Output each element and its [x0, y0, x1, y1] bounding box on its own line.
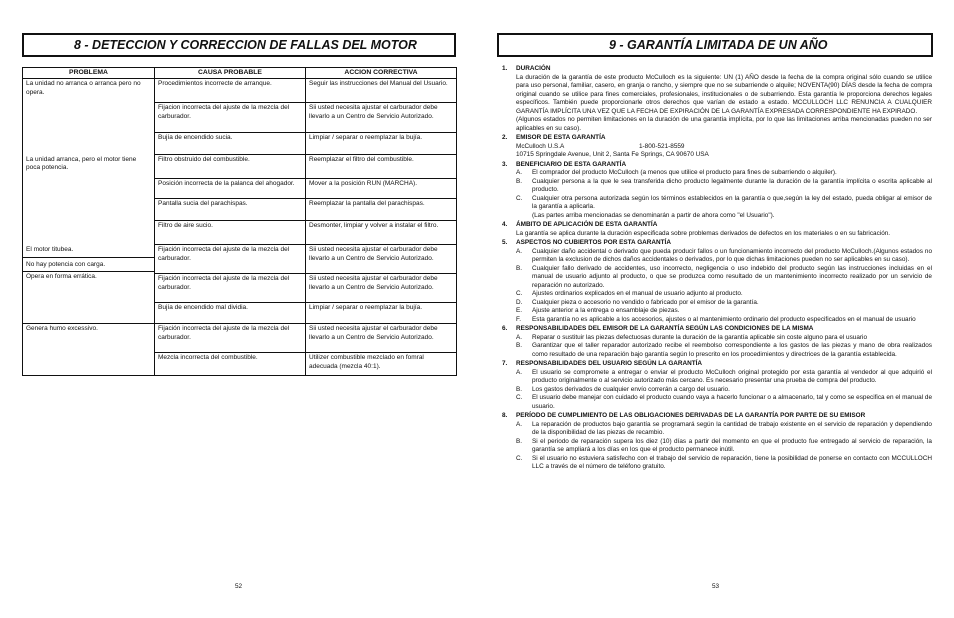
item-text: Garantizar que el taller reparador autorizado recibe el reembolso correspondiente a los gastos de las piezas y mano de obra realizados como resultado de una reparación bajo garantía según lo prescrito en los procedimientos y directrices de la garantía establecida. [532, 342, 932, 358]
action-cell: Reemplazar la pantalla del parachispas. [306, 199, 457, 221]
problem-cell: Genera humo excessivo. [23, 324, 155, 376]
item-text: La reparación de productos bajo garantía se programará según la cantidad de trabajo existente en el servicio de reparación y dependiendo de la disponibilidad de las piezas de recambio. [532, 420, 932, 436]
problem-cell: La unidad no arranca o arranca pero no opera. [26, 80, 141, 96]
list-item [502, 369, 932, 386]
item-letter: C. [516, 290, 523, 297]
section-number: 5. [502, 239, 508, 246]
item-letter: D. [516, 298, 523, 306]
item-text: Ajuste anterior a la entrega o ensamblaje de piezas. [532, 307, 680, 314]
section-number: 7. [502, 360, 508, 367]
warranty-section-beneficiary [502, 161, 932, 221]
list-item [502, 178, 932, 195]
item-letter: B. [516, 264, 523, 272]
item-text: Cualquier pieza o accesorio no vendido o fabricado por el emisor de la garantía. [532, 298, 759, 306]
cause-cell: Procedimientos incorrecte de arranque. [155, 79, 306, 103]
action-cell: Desmonter, limpiar y volver a instalar el filtro. [306, 221, 457, 245]
item-letter: B. [516, 437, 523, 445]
section-title: ASPECTOS NO CUBIERTOS POR ESTA GARANTÍA [516, 239, 671, 246]
item-letter: E. [516, 307, 523, 314]
cause-cell: Mezcla incorrecta del combustible. [155, 353, 306, 376]
warranty-section-issuer [502, 134, 932, 160]
item-letter: A. [516, 368, 523, 376]
section-number: 3. [502, 160, 508, 168]
item-text: Cualquier persona a la que le sea transferida dicho producto legalmente durante la duración de la garantía implícita o escrita aplicable al producto. [532, 177, 932, 193]
section-title: DURACIÓN [516, 65, 551, 72]
item-text: El usuario se compromete a entregar o enviar el producto McCulloch original protegido por esta garantía al vendedor al que adquirió el producto originalmente o al servicio autorizado más cercano. Es necesario presentar una prueba de compra del producto. [532, 368, 932, 384]
section-title: ÁMBITO DE APLICACIÓN DE ESTA GARANTÍA [516, 221, 658, 228]
problem-cell: La unidad arranca, pero el motor tiene poca potencia. [26, 155, 137, 172]
action-cell: Utilizer combustible mezclado en fomral adecuada (mezcla 40:1). [306, 353, 457, 376]
cause-cell: Filtro de aire sucio. [155, 221, 306, 245]
company-name: McCulloch U.S.A [516, 142, 565, 150]
warranty-section-scope [502, 221, 932, 238]
warranty-section-fulfillment-period [502, 412, 932, 472]
item-text: El usuario debe manejar con cuidado el producto cuando vaya a hacerlo funcionar o a almacenarlo, tal y como se especifica en el manual de usuario. [532, 394, 932, 410]
action-cell: Seguir las instrucciones del Manual del Usuario. [306, 79, 457, 103]
item-text: Los gastos derivados de cualquier envío correrán a cargo del usuario. [532, 385, 730, 393]
table-row [23, 324, 457, 353]
item-text: Esta garantía no es aplicable a los accesorios, ajustes o al mantenimiento ordinario del producto especificados en el manual de usuario [532, 315, 916, 323]
item-text: Si el periodo de reparación supera los diez (10) días a partir del momento en que el producto fue entregado al servicio de reparación, la garantía se ampliará a los días en los que el producto permanece inútil. [532, 437, 932, 453]
note: (Las partes arriba mencionadas se denominarán a partir de ahora como "el Usuario"). [532, 211, 775, 219]
section-title: RESPONSABILIDADES DEL EMISOR DE LA GARANTÍA SEGÚN LAS CONDICIONES DE LA MISMA [516, 325, 814, 332]
item-letter: A. [516, 247, 523, 255]
left-section-header: 8 - DETECCION Y CORRECCION DE FALLAS DEL MOTOR [22, 33, 456, 57]
action-cell: Mover a la posición RUN (MARCHA). [306, 179, 457, 199]
table-header-row [23, 68, 457, 79]
troubleshooting-table [22, 67, 457, 376]
item-letter: C. [516, 394, 523, 401]
header-cause: CAUSA PROBABLE [155, 68, 306, 79]
section-number: 6. [502, 325, 508, 332]
list-item [502, 455, 932, 472]
list-item [502, 394, 932, 411]
section-title: BENEFICIARIO DE ESTA GARANTÍA [516, 160, 627, 168]
action-cell: Limpiar / separar o reemplazar la bujía. [306, 303, 457, 324]
item-letter: B. [516, 177, 523, 185]
action-cell: Limpiar / separar o reemplazar la bujía. [306, 133, 457, 155]
item-text: Cualquier daño accidental o derivado que pueda producir fallos o un funcionamiento incorrecto del producto McCulloch.(Algunos estados no permiten la exclusion de dichos daños accidentales o derivados, por lo que dichas limitaciones pueden no ser aplicables en su caso). [532, 247, 932, 263]
warranty-section-exclusions [502, 239, 932, 324]
cause-cell: Fijación incorrecta del ajuste de la mezcla del carburador. [155, 245, 306, 274]
section-number: 4. [502, 221, 508, 228]
cause-cell: Fijación incorrecta del ajuste de la mezcla del carburador. [155, 274, 306, 303]
section-title: EMISOR DE ESTA GARANTÍA [516, 134, 606, 141]
action-cell: Sii usted necesita ajustar el carburador debe llevarlo a un Centro de Servicio Autorizado. [306, 274, 457, 303]
table-row [23, 155, 457, 179]
action-cell: Reemplazar el filtro del combustible. [306, 155, 457, 179]
list-item [502, 290, 932, 299]
item-letter: A. [516, 333, 523, 341]
problem-text: Opera en forma errática. [26, 272, 97, 280]
list-item [502, 307, 932, 316]
list-item [502, 265, 932, 291]
action-cell: Sii usted necesita ajustar el carburador debe llevarlo a un Centro de Servicio Autorizado. [306, 324, 457, 353]
right-section-header: 9 - GARANTÍA LIMITADA DE UN AÑO [497, 33, 933, 57]
section-title: RESPONSABILIDADES DEL USUARIO SEGÚN LA GARANTÍA [516, 360, 703, 367]
item-text: Reparar o sustituir las piezas defectuosas durante la duración de la garantía aplicable sin coste alguno para el usuario [532, 333, 868, 341]
item-letter: A. [516, 420, 523, 428]
cause-cell: Bujía de encendido mal dividia. [155, 303, 306, 324]
cause-cell: Fijación incorrecta del ajuste de la mezcla del carburador. [155, 324, 306, 353]
cause-cell: Bujía de encendido sucia. [155, 133, 306, 155]
section-number: 1. [502, 65, 508, 72]
list-item [502, 421, 932, 438]
list-item [502, 438, 932, 455]
problem-text: El motor titubea. [23, 246, 154, 258]
problem-cell [23, 245, 155, 324]
item-letter: C. [516, 454, 523, 462]
list-item [502, 195, 932, 212]
item-letter: B. [516, 385, 523, 393]
table-row [23, 245, 457, 274]
warranty-section-issuer-responsibilities [502, 325, 932, 359]
item-letter: C. [516, 194, 523, 202]
section-number: 8. [502, 412, 508, 419]
table-row [23, 79, 457, 103]
list-item [502, 342, 932, 359]
cause-cell: Fijacion incorrecta del ajuste de la mezcla del carburador. [155, 103, 306, 133]
header-action: ACCION CORRECTIVA [306, 68, 457, 79]
paragraph: La duración de la garantía de este producto McCulloch es la siguiente: UN (1) AÑO desde la fecha de la compra original sólo cuando se utilice para uso personal, familiar, casero, en granja o rancho, y siempre que no se subarriende o alquile; NOVENTA(90) DÍAS desde la fecha de compra original cuando se utilice para fines comerciales, profesionales, institucionales o de subarriendo. Esta garantía le proporciona derechos legales específicos. También puede proporcionarle otros derechos que varían de estado a estado. MCCULLOCH LLC RENUNCIA A CUALQUIER GARANTÍA IMPLÍCITA UNA VEZ QUE LA FECHA DE EXPIRACIÓN DE LA GARANTÍA EXPRESADA CORRESPONDIENTE HA EXPIRADO. [516, 73, 932, 115]
item-letter: A. [516, 169, 523, 176]
list-item [502, 334, 932, 343]
item-text: Cualquier otra persona autorizada según los términos establecidos en la garantía o que,según la ley del estado, pueda obligar al emisor de la garantía a aplicarla. [532, 194, 932, 210]
list-item [502, 316, 932, 325]
list-item [502, 248, 932, 265]
item-letter: B. [516, 342, 523, 349]
problem-text: No hay potencia con carga. [23, 258, 154, 271]
warranty-section-user-responsibilities [502, 360, 932, 411]
address: 10715 Springdale Avenue, Unit 2, Santa Fe Springs, CA 90670 USA [516, 151, 709, 158]
section-title: PERÍODO DE CUMPLIMIENTO DE LAS OBLIGACIONES DERIVADAS DE LA GARANTÍA POR PARTE DE SU EMISOR [516, 412, 866, 419]
item-letter: F. [516, 315, 521, 323]
header-problem: PROBLEMA [23, 68, 155, 79]
paragraph: (Algunos estados no permiten limitaciones en la duración de una garantía implícita, por lo que las limitaciones arriba mencionadas pueden no ser aplicables en su caso). [516, 116, 932, 132]
list-item [502, 386, 932, 395]
item-text: Cualquier fallo derivado de accidentes, uso incorrecto, negligencia o uso indebido del producto según las instrucciones incluidas en el manual de usuario adjunto al producto, o que se produzca como resultado de un mantenimiento incorrecto realizado por un servicio de reparación no autorizado. [532, 264, 932, 289]
item-text: Si el usuario no estuviera satisfecho con el trabajo del servicio de reparación, tiene la posibilidad de ponerse en contacto con MCCULLOCH LLC a través de el número de teléfono gratuito. [532, 454, 932, 470]
paragraph: La garantía se aplica durante la duración especificada sobre problemas derivados de defectos en los materiales o en su fabricación. [516, 229, 891, 237]
item-text: El comprador del producto McCulloch (a menos que utilice el producto para fines de subarriendo o alquiler). [532, 169, 837, 176]
cause-cell: Pantalla sucia del parachispas. [155, 199, 306, 221]
page-number-left: 52 [235, 583, 243, 590]
cause-cell: Posición incorrecta de la palanca del ahogador. [155, 179, 306, 199]
warranty-text [502, 64, 932, 472]
page-number-right: 53 [712, 583, 720, 590]
phone-number: 1-800-521-8559 [639, 142, 685, 150]
warranty-section-duration [502, 65, 932, 133]
list-item [502, 299, 932, 308]
section-number: 2. [502, 134, 508, 141]
list-item [502, 169, 932, 178]
cause-cell: Filtro obstruido del combustible. [155, 155, 306, 179]
action-cell: Sii usted necesita ajustar el carburador debe llevarlo a un Centro de Servicio Autorizado. [306, 245, 457, 274]
action-cell: Sii usted necesita ajustar el carburador debe llevarlo a un Centro de Servicio Autorizado. [306, 103, 457, 133]
item-text: Ajustes ordinarios explicados en el manual de usuario adjunto al producto. [532, 290, 743, 297]
